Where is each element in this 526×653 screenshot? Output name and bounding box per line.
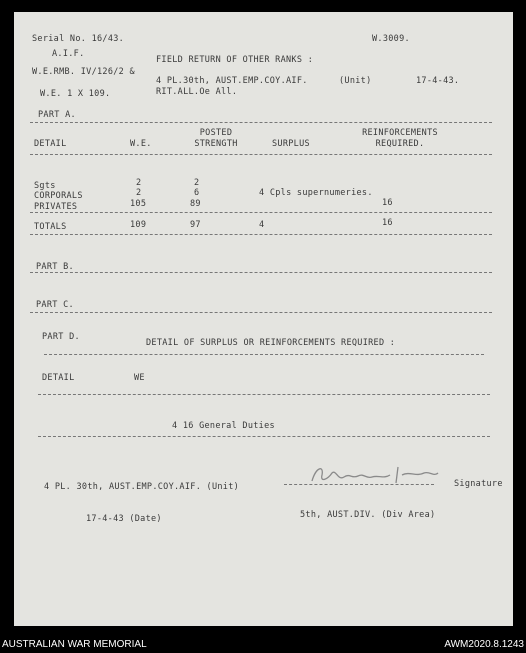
totals-posted: 97 xyxy=(190,220,201,230)
unit-name: 4 PL.30th, AUST.EMP.COY.AIF. xyxy=(156,76,308,86)
totals-we: 109 xyxy=(130,220,147,230)
column-we: W.E. xyxy=(130,139,152,149)
wermbr-reference: W.E.RMB. IV/126/2 & xyxy=(32,67,135,77)
totals-reinforcements: 16 xyxy=(382,218,393,228)
document-page xyxy=(14,12,513,626)
part-d-label: PART D. xyxy=(42,332,80,342)
divider xyxy=(30,212,492,213)
row-detail: PRIVATES xyxy=(34,202,78,212)
row-detail: CORPORALS xyxy=(34,191,83,201)
row-we: 2 xyxy=(136,178,142,188)
we-label: WE xyxy=(134,373,145,383)
row-reinforcements: 16 xyxy=(382,198,393,208)
totals-surplus: 4 xyxy=(259,220,265,230)
column-reinforcements: REINFORCEMENTS REQUIRED. xyxy=(362,128,438,149)
handwritten-signature xyxy=(306,461,446,491)
divider xyxy=(44,354,484,355)
totals-label: TOTALS xyxy=(34,222,67,232)
return-date: 17-4-43. xyxy=(416,76,460,86)
row-we: 2 xyxy=(136,188,142,198)
divider xyxy=(30,154,492,155)
rit-reference: RIT.ALL.Oe All. xyxy=(156,87,238,97)
divider xyxy=(38,436,490,437)
unit-label: (Unit) xyxy=(339,76,372,86)
archive-footer xyxy=(0,634,526,653)
part-d-title: DETAIL OF SURPLUS OR REINFORCEMENTS REQUIRED : xyxy=(146,338,396,348)
row-posted: 6 xyxy=(194,188,200,198)
we-reference: W.E. 1 X 109. xyxy=(40,89,111,99)
part-a-label: PART A. xyxy=(38,110,76,120)
divider xyxy=(30,312,492,313)
part-c-label: PART C. xyxy=(36,300,74,310)
serial-number: Serial No. 16/43. xyxy=(32,34,125,44)
detail-label: DETAIL xyxy=(42,373,75,383)
archive-reference: AWM2020.8.1243 xyxy=(444,639,524,650)
division-area: 5th, AUST.DIV. (Div Area) xyxy=(300,510,436,520)
column-detail: DETAIL xyxy=(34,139,67,149)
divider xyxy=(38,394,490,395)
aif-label: A.I.F. xyxy=(52,49,85,59)
row-posted: 89 xyxy=(190,199,201,209)
row-detail: Sgts xyxy=(34,181,56,191)
row-surplus: 4 Cpls supernumeries. xyxy=(259,188,373,198)
divider xyxy=(30,272,492,273)
column-surplus: SURPLUS xyxy=(272,139,310,149)
general-duties-line: 4 16 General Duties xyxy=(172,421,275,431)
signoff-unit: 4 PL. 30th, AUST.EMP.COY.AIF. (Unit) xyxy=(44,482,240,492)
divider xyxy=(30,234,492,235)
top-reference: W.3009. xyxy=(372,34,410,44)
signature-label: Signature xyxy=(454,479,503,489)
divider xyxy=(30,122,492,123)
archive-name: AUSTRALIAN WAR MEMORIAL xyxy=(2,639,147,650)
form-title: FIELD RETURN OF OTHER RANKS : xyxy=(156,55,314,65)
signoff-date: 17-4-43 (Date) xyxy=(86,514,162,524)
row-posted: 2 xyxy=(194,178,200,188)
row-we: 105 xyxy=(130,199,147,209)
column-posted-strength: POSTED STRENGTH xyxy=(194,128,238,149)
part-b-label: PART B. xyxy=(36,262,74,272)
